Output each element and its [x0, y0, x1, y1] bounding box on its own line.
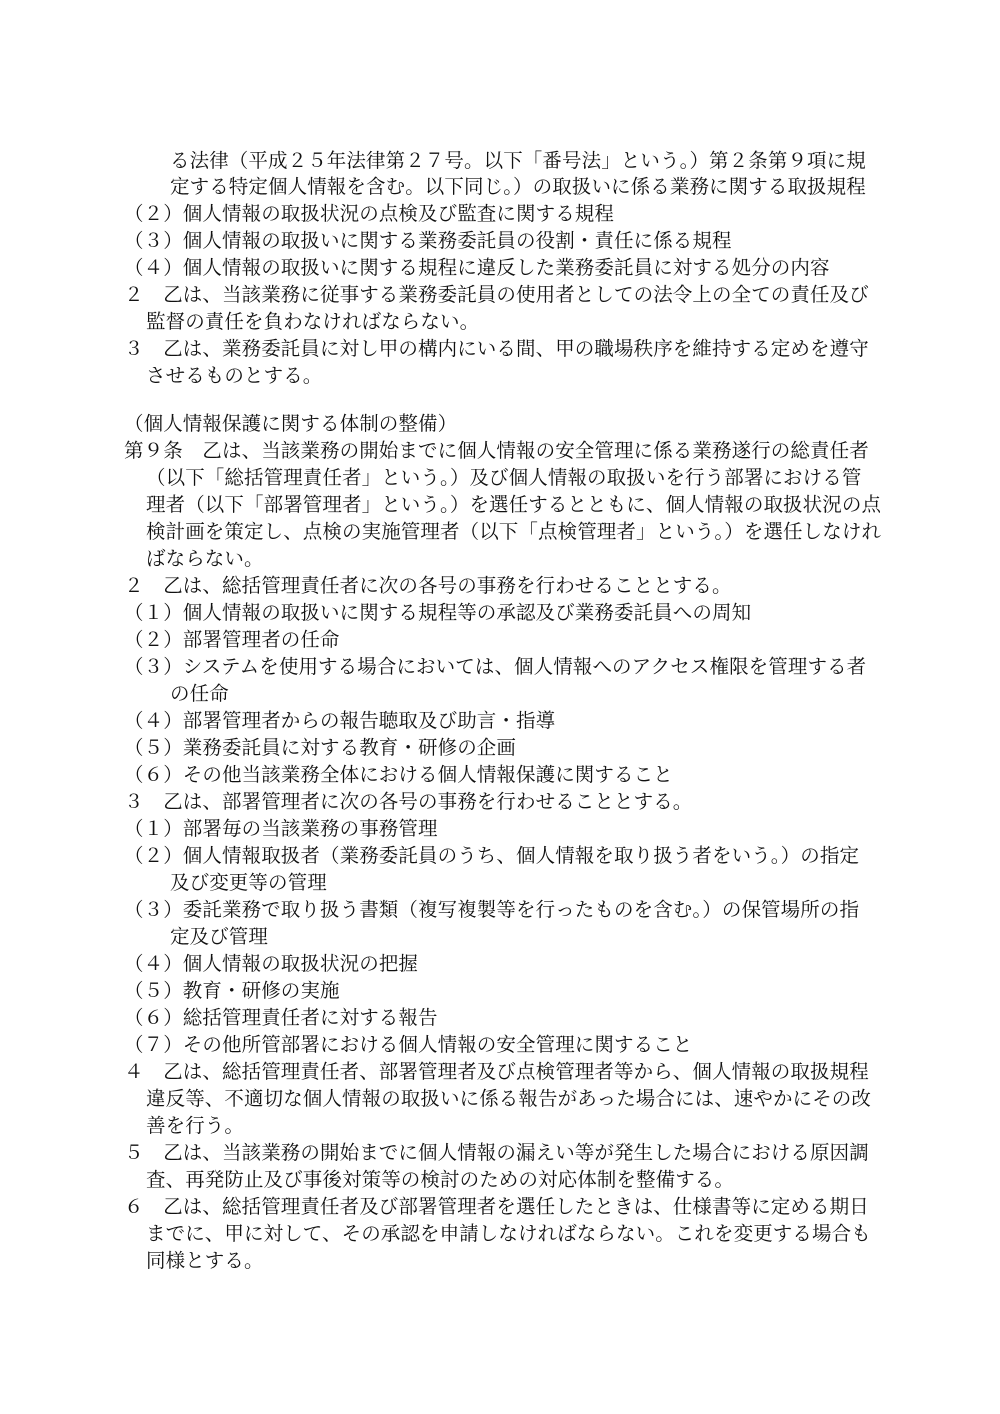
text-line: 同様とする。: [146, 1249, 264, 1272]
text-line: （３）個人情報の取扱いに関する業務委託員の役割・責任に係る規程: [124, 229, 732, 252]
text-line: の任命: [170, 682, 229, 705]
text-line: （２）個人情報取扱者（業務委託員のうち、個人情報を取り扱う者をいう。）の指定: [124, 844, 860, 867]
text-line: 定及び管理: [170, 925, 269, 948]
text-line: （７）その他所管部署における個人情報の安全管理に関すること: [124, 1033, 693, 1056]
text-line: （３）委託業務で取り扱う書類（複写複製等を行ったものを含む。）の保管場所の指: [124, 898, 860, 921]
text-line: ６ 乙は、総括管理責任者及び部署管理者を選任したときは、仕様書等に定める期日: [124, 1195, 869, 1218]
text-line: ３ 乙は、部署管理者に次の各号の事務を行わせることとする。: [124, 790, 693, 813]
text-line: （２）部署管理者の任命: [124, 628, 340, 651]
text-line: までに、甲に対して、その承認を申請しなければならない。これを変更する場合も: [146, 1222, 871, 1245]
text-line: 監督の責任を負わなければならない。: [146, 310, 480, 333]
text-line: る法律（平成２５年法律第２７号。以下「番号法」という。）第２条第９項に規: [170, 149, 866, 172]
text-line: （６）総括管理責任者に対する報告: [124, 1006, 438, 1029]
text-line: （４）個人情報の取扱状況の把握: [124, 952, 419, 975]
text-line: （１）個人情報の取扱いに関する規程等の承認及び業務委託員への周知: [124, 601, 752, 624]
text-line: ４ 乙は、総括管理責任者、部署管理者及び点検管理者等から、個人情報の取扱規程: [124, 1060, 869, 1083]
text-line: （６）その他当該業務全体における個人情報保護に関すること: [124, 763, 673, 786]
text-line: 違反等、不適切な個人情報の取扱いに係る報告があった場合には、速やかにその改: [146, 1087, 872, 1110]
text-line: （２）個人情報の取扱状況の点検及び監査に関する規程: [124, 202, 615, 225]
text-line: ３ 乙は、業務委託員に対し甲の構内にいる間、甲の職場秩序を維持する定めを遵守: [124, 337, 869, 360]
text-line: 善を行う。: [146, 1114, 245, 1137]
text-line: 検計画を策定し、点検の実施管理者（以下「点検管理者」という。）を選任しなけれ: [146, 520, 882, 543]
text-line: 理者（以下「部署管理者」という。）を選任するとともに、個人情報の取扱状況の点: [146, 493, 882, 516]
text-line: ５ 乙は、当該業務の開始までに個人情報の漏えい等が発生した場合における原因調: [124, 1141, 869, 1164]
text-line: （４）個人情報の取扱いに関する規程に違反した業務委託員に対する処分の内容: [124, 256, 830, 279]
text-line: 定する特定個人情報を含む。以下同じ。）の取扱いに係る業務に関する取扱規程: [170, 175, 866, 198]
text-line: （３）システムを使用する場合においては、個人情報へのアクセス権限を管理する者: [124, 655, 867, 678]
section-heading: （個人情報保護に関する体制の整備）: [124, 412, 458, 435]
text-line: （１）部署毎の当該業務の事務管理: [124, 817, 438, 840]
text-line: （５）教育・研修の実施: [124, 979, 340, 1002]
text-line: （以下「総括管理責任者」という。）及び個人情報の取扱いを行う部署における管: [146, 466, 862, 489]
text-line: ばならない。: [146, 547, 264, 570]
text-line: 査、再発防止及び事後対策等の検討のための対応体制を整備する。: [146, 1168, 735, 1191]
article-title: 第９条 乙は、当該業務の開始までに個人情報の安全管理に係る業務遂行の総責任者: [124, 439, 869, 462]
text-line: させるものとする。: [146, 364, 323, 387]
text-line: 及び変更等の管理: [170, 871, 327, 894]
text-line: （５）業務委託員に対する教育・研修の企画: [124, 736, 517, 759]
text-line: ２ 乙は、総括管理責任者に次の各号の事務を行わせることとする。: [124, 574, 732, 597]
text-line: ２ 乙は、当該業務に従事する業務委託員の使用者としての法令上の全ての責任及び: [124, 283, 869, 306]
text-line: （４）部署管理者からの報告聴取及び助言・指導: [124, 709, 556, 732]
